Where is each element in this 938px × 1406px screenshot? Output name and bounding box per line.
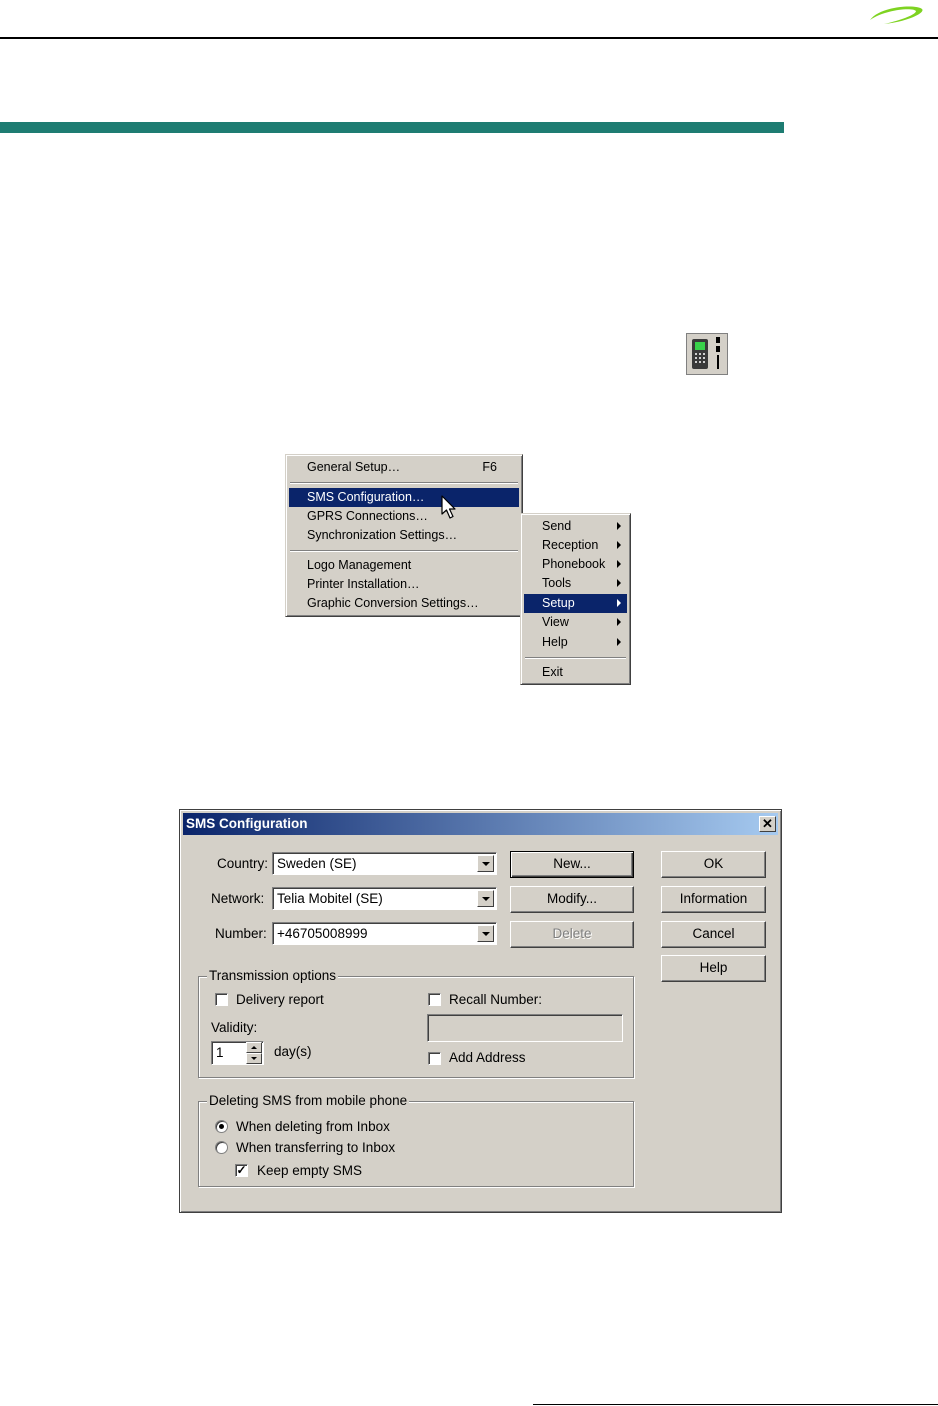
- mouse-cursor-icon: [441, 495, 459, 521]
- menu-item-label: Synchronization Settings…: [307, 528, 458, 542]
- close-icon: ✕: [762, 816, 773, 831]
- menu-item-label: Setup: [542, 596, 575, 610]
- menu-item-label: Printer Installation…: [307, 577, 420, 591]
- menu-item-general-setup[interactable]: [289, 458, 519, 477]
- dropdown-arrow-icon[interactable]: [477, 855, 494, 872]
- ok-button[interactable]: OK: [661, 851, 766, 878]
- menu-item-label: Reception: [542, 538, 599, 552]
- menu-item-printer-installation[interactable]: [289, 575, 519, 594]
- menu-item-label: Phonebook: [542, 557, 606, 571]
- menu-separator: [525, 657, 626, 659]
- setup-submenu: [285, 454, 523, 617]
- menu-item-exit[interactable]: [524, 663, 627, 682]
- checkmark-icon: ✓: [236, 1163, 247, 1177]
- menu-item-help[interactable]: [524, 633, 627, 652]
- menu-item-phonebook[interactable]: [524, 555, 627, 574]
- menu-item-accelerator: F6: [482, 460, 497, 474]
- spin-down-icon[interactable]: [246, 1053, 262, 1064]
- country-value: Sweden (SE): [277, 856, 357, 871]
- keep-empty-sms-checkbox[interactable]: [235, 1164, 248, 1177]
- new-button[interactable]: New...: [510, 851, 634, 878]
- when-deleting-label: When deleting from Inbox: [236, 1119, 390, 1134]
- submenu-arrow-icon: [617, 618, 621, 626]
- information-button[interactable]: Information: [661, 886, 766, 913]
- help-button[interactable]: Help: [661, 955, 766, 982]
- recall-number-input[interactable]: [427, 1014, 623, 1042]
- transmission-options-legend: Transmission options: [209, 968, 337, 983]
- submenu-arrow-icon: [617, 579, 621, 587]
- menu-item-send[interactable]: [524, 517, 627, 536]
- validity-label: Validity:: [211, 1020, 258, 1035]
- radio-when-transferring-to-inbox[interactable]: [215, 1141, 228, 1154]
- menu-item-logo-management[interactable]: [289, 556, 519, 575]
- menu-item-label: SMS Configuration…: [307, 490, 425, 504]
- add-address-label: Add Address: [449, 1050, 526, 1065]
- submenu-arrow-icon: [617, 560, 621, 568]
- menu-item-label: View: [542, 615, 569, 629]
- add-address-checkbox[interactable]: [428, 1052, 441, 1065]
- logo-swoosh-icon: [866, 2, 926, 28]
- submenu-arrow-icon: [617, 541, 621, 549]
- menu-separator: [290, 550, 518, 552]
- menu-item-synchronization-settings[interactable]: [289, 526, 519, 545]
- delete-button[interactable]: Delete: [510, 921, 634, 948]
- keep-empty-sms-label: Keep empty SMS: [257, 1163, 363, 1178]
- validity-unit: day(s): [274, 1044, 312, 1059]
- main-popup-menu: [520, 513, 631, 685]
- menu-item-label: Graphic Conversion Settings…: [307, 596, 479, 610]
- deleting-sms-legend: Deleting SMS from mobile phone: [209, 1093, 408, 1108]
- network-label: Network:: [211, 891, 265, 906]
- menu-item-label: Logo Management: [307, 558, 412, 572]
- modify-button[interactable]: Modify...: [510, 886, 634, 913]
- close-button[interactable]: [759, 816, 776, 832]
- menu-item-setup[interactable]: [524, 594, 627, 613]
- cancel-button[interactable]: Cancel: [661, 921, 766, 948]
- number-label: Number:: [215, 926, 267, 941]
- recall-number-label: Recall Number:: [449, 992, 543, 1007]
- footer-rule: [533, 1404, 938, 1405]
- network-value: Telia Mobitel (SE): [277, 891, 383, 906]
- radio-when-deleting-from-inbox[interactable]: [215, 1120, 228, 1133]
- when-transferring-label: When transferring to Inbox: [236, 1140, 396, 1155]
- menu-item-label: Send: [542, 519, 572, 533]
- spin-up-icon[interactable]: [246, 1042, 262, 1053]
- dialog-titlebar[interactable]: [183, 813, 778, 835]
- menu-item-reception[interactable]: [524, 536, 627, 555]
- menu-item-graphic-conversion-settings[interactable]: [289, 594, 519, 613]
- menu-item-tools[interactable]: [524, 574, 627, 593]
- dialog-title: SMS Configuration: [186, 816, 308, 831]
- country-label: Country:: [217, 856, 269, 871]
- network-select[interactable]: [272, 887, 497, 910]
- dropdown-arrow-icon[interactable]: [477, 890, 494, 907]
- sms-configuration-dialog: [179, 809, 782, 1213]
- delivery-report-checkbox[interactable]: [215, 993, 228, 1006]
- validity-value: 1: [216, 1045, 224, 1060]
- submenu-arrow-icon: [617, 638, 621, 646]
- menu-item-view[interactable]: [524, 613, 627, 632]
- dropdown-arrow-icon[interactable]: [477, 925, 494, 942]
- menu-item-label: General Setup…: [307, 460, 401, 474]
- validity-input[interactable]: [211, 1041, 264, 1065]
- phone-setup-icon[interactable]: [686, 333, 728, 375]
- country-select[interactable]: [272, 852, 497, 875]
- header-rule: [0, 37, 938, 39]
- delivery-report-label: Delivery report: [236, 992, 324, 1007]
- menu-item-label: Exit: [542, 665, 563, 679]
- menu-item-label: GPRS Connections…: [307, 509, 428, 523]
- menu-separator: [290, 482, 518, 484]
- submenu-arrow-icon: [617, 522, 621, 530]
- menu-item-label: Tools: [542, 576, 572, 590]
- number-select[interactable]: [272, 922, 497, 945]
- submenu-arrow-icon: [617, 599, 621, 607]
- validity-spinner[interactable]: [246, 1042, 262, 1064]
- number-value: +46705008999: [277, 926, 368, 941]
- section-bar: [0, 122, 784, 133]
- recall-number-checkbox[interactable]: [428, 993, 441, 1006]
- menu-item-label: Help: [542, 635, 568, 649]
- menu-item-sms-configuration[interactable]: [289, 488, 519, 507]
- menu-item-gprs-connections[interactable]: [289, 507, 519, 526]
